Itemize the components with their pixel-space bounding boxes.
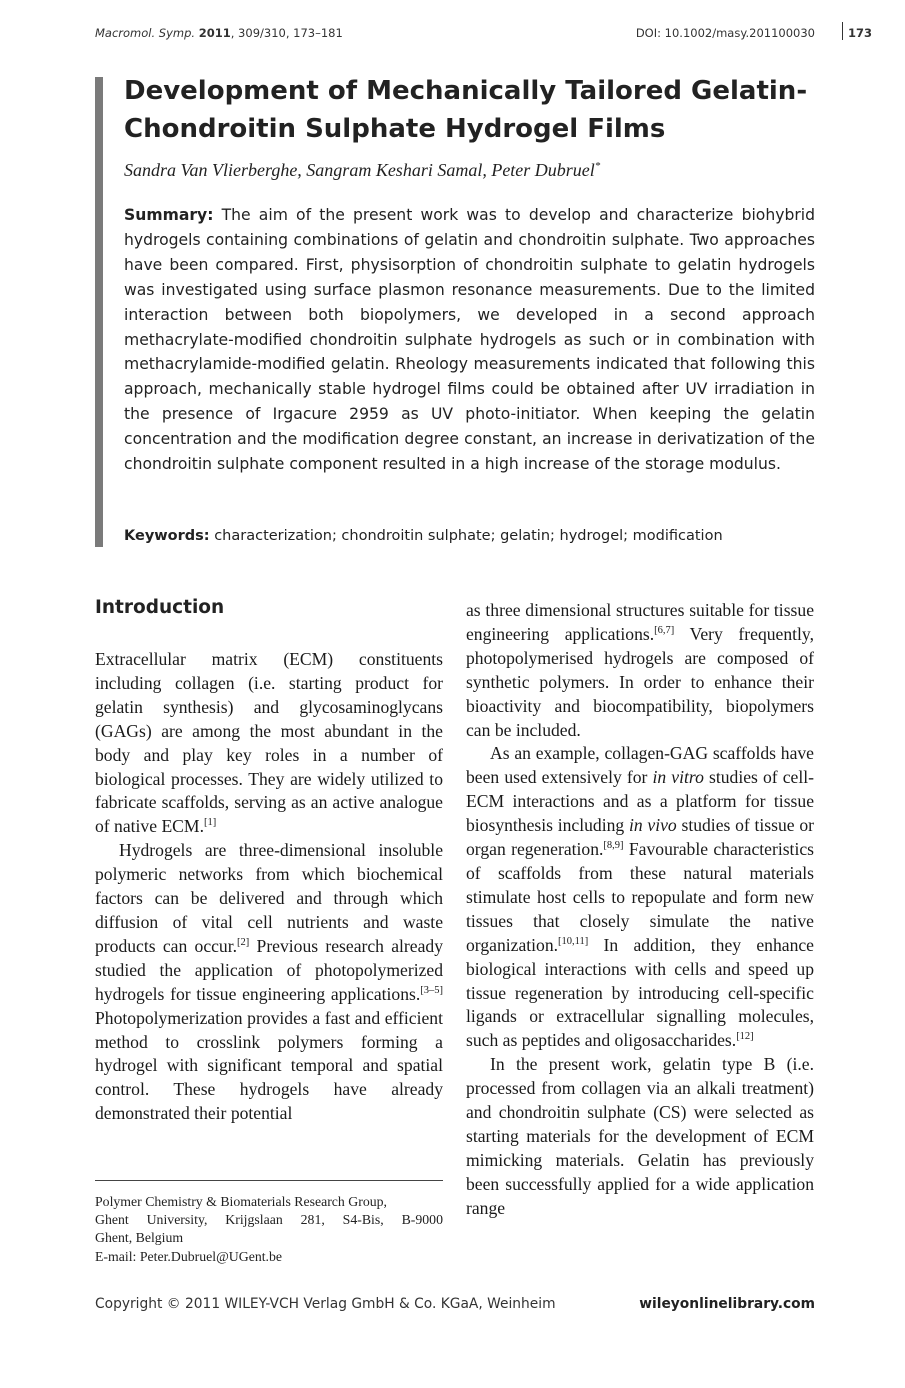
paragraph-text: Extracellular matrix (ECM) constituents including collagen (i.e. starting product for gelatin synthesis) and glycosaminoglycans (GAGs) are among the most abundant in the body and play key roles in a number of biological processes. They are widely utilized to fabricate scaffolds, serving as an active analogue of native ECM. — [95, 649, 443, 837]
paragraph-text: Favourable characteristics of scaffolds from these natural materials stimulate host cells to repopulate and form new tissues that closely simulate the native organization. — [466, 839, 814, 955]
footnote-rule — [95, 1180, 443, 1181]
affiliation-word: University, — [146, 1212, 208, 1228]
paragraph — [95, 648, 443, 839]
paragraph-text: In addition, they enhance biological interactions with cells and speed up tissue regeneration by introducing cell-specific ligands or extracellular signalling molecules, such as peptides and oligosaccharides. — [466, 934, 814, 1051]
keywords-text: characterization; chondroitin sulphate; gelatin; hydrogel; modification — [209, 528, 723, 544]
paragraph-text: Previous research already studied the application of photopolymerized hydrogels for tissue engineering applications. — [95, 935, 443, 1004]
citation-ref: [8,9] — [603, 840, 624, 852]
publication-year: 2011 — [198, 26, 231, 40]
citation-ref: [10,11] — [558, 935, 589, 947]
latin-term: in vitro — [652, 767, 704, 788]
paragraph: In the present work, gelatin type B (i.e. processed from collagen via an alkali treatment) and chondroitin sulphate (CS) were selected as starting materials for the development of ECM mimicking materials. Gelatin has previously been successfully applied for a wide application range — [466, 1054, 814, 1218]
affiliation-word: 281, — [300, 1212, 325, 1228]
citation-ref: [6,7] — [654, 625, 675, 637]
citation-ref: [2] — [237, 937, 250, 949]
abstract — [124, 203, 815, 477]
volume-pages: , 309/310, 173–181 — [230, 26, 343, 40]
citation-ref: [3–5] — [420, 984, 443, 996]
corresponding-author-mark: * — [594, 160, 601, 172]
abstract-text: The aim of the present work was to develop and characterize biohybrid hydrogels containing combinations of gelatin and chondroitin sulphate. Two approaches have been compared. First, physisorption of chondroitin sulphate to gelatin hydrogels was investigated using surface plasmon resonance measurements. Due to the limited interaction between both biopolymers, we developed in a second approach methacrylate-modified chondroitin sulphate hydrogels as such or in combination with methacrylamide-modified gelatin. Rheology measurements indicated that following this approach, mechanically stable hydrogel films could be obtained after UV irradiation in the presence of Irgacure 2959 as UV photo-initiator. When keeping the gelatin concentration and the modification degree constant, an increase in derivatization of the chondroitin sulphate component resulted in a high increase of the storage modulus. — [124, 206, 815, 474]
publisher-website: wileyonlinelibrary.com — [639, 1296, 815, 1312]
page-number: 173 — [848, 26, 873, 40]
affiliation-line: Polymer Chemistry & Biomaterials Research Group, — [95, 1194, 387, 1209]
affiliation-word: Ghent — [95, 1212, 129, 1228]
paragraph-text: As an example, collagen-GAG scaffolds have been used extensively for — [466, 743, 814, 788]
affiliation-word: S4-Bis, — [342, 1212, 384, 1228]
keywords-label: Keywords: — [124, 528, 210, 544]
paragraph — [466, 599, 814, 742]
paragraph — [95, 839, 443, 1126]
paragraph-text: studies of cell-ECM interactions and as a platform for tissue biosynthesis including — [466, 767, 814, 836]
copyright-notice: Copyright © 2011 WILEY-VCH Verlag GmbH & Co. KGaA, Weinheim — [95, 1296, 556, 1312]
paragraph-text: Hydrogels are three-dimensional insoluble polymeric networks from which biochemical factors can be delivered and through which diffusion of vital cell nutrients and waste products can occur. — [95, 840, 443, 956]
author-names: Sandra Van Vlierberghe, Sangram Keshari Samal, Peter Dubruel — [124, 160, 595, 180]
title-accent-bar — [95, 77, 103, 547]
affiliation-line: Ghent, Belgium — [95, 1230, 184, 1246]
paragraph-text: Very frequently, photopolymerised hydrogels are composed of synthetic polymers. In order to enhance their bioactivity and biocompatibility, biopolymers can be included. — [466, 623, 814, 740]
abstract-label: Summary: — [124, 206, 214, 224]
latin-term: in vivo — [628, 815, 677, 836]
article-title: Development of Mechanically Tailored Gelatin-Chondroitin Sulphate Hydrogel Films — [124, 76, 808, 144]
affiliation-line — [95, 1211, 443, 1229]
affiliation-word: Krijgslaan — [225, 1212, 283, 1228]
affiliation-word: B-9000 — [401, 1212, 443, 1228]
running-header-citation — [95, 26, 343, 40]
doi-label: DOI: 10.1002/masy.201100030 — [635, 26, 815, 40]
section-heading-introduction: Introduction — [95, 597, 225, 618]
citation-ref: [12] — [736, 1031, 754, 1043]
affiliation-footnote — [95, 1193, 443, 1266]
author-list — [124, 160, 600, 181]
keywords — [124, 528, 723, 544]
header-separator — [842, 22, 843, 40]
right-column — [466, 599, 814, 1221]
paragraph-text: studies of tissue or organ regeneration. — [466, 815, 814, 860]
left-column — [95, 648, 443, 1126]
paragraph-text: as three dimensional structures suitable for tissue engineering applications. — [466, 600, 814, 644]
paragraph — [466, 742, 814, 1053]
journal-name: Macromol. Symp. — [95, 26, 196, 40]
paragraph-text: Photopolymerization provides a fast and efficient method to crosslink polymers forming a hydrogel with significant temporal and spatial control. These hydrogels have already demonstrated their potential — [95, 1007, 443, 1124]
citation-ref: [1] — [203, 817, 217, 829]
contact-email: E-mail: Peter.Dubruel@UGent.be — [95, 1248, 283, 1264]
